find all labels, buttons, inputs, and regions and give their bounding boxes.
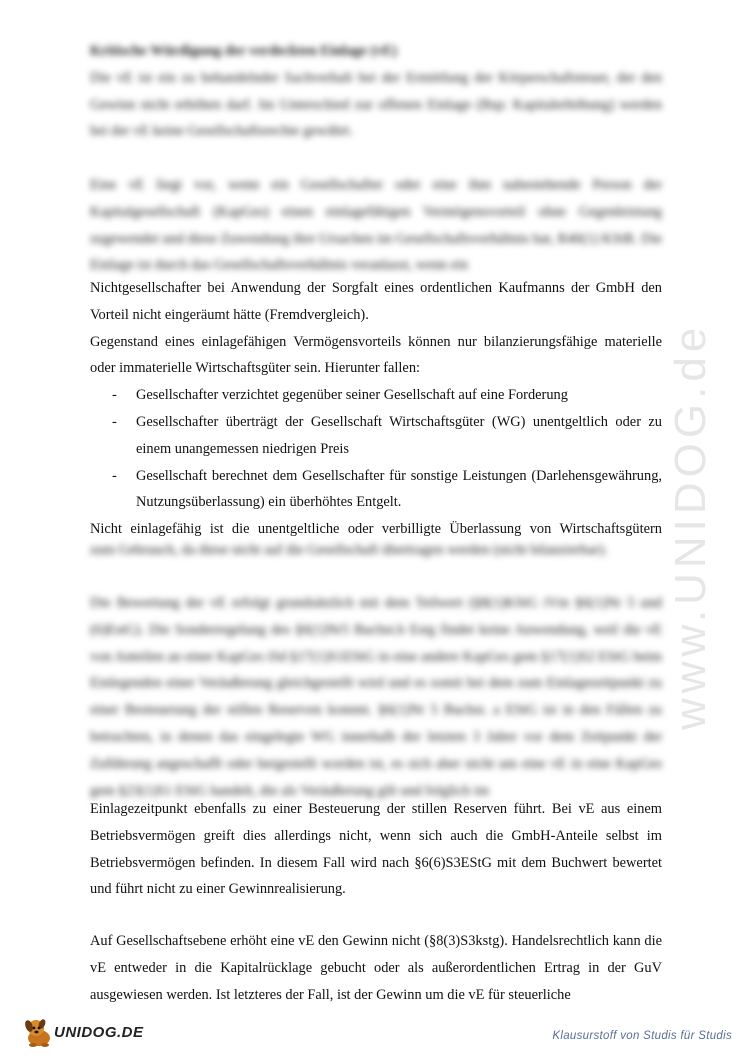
bewertung-clear-paragraph: Einlagezeitpunkt ebenfalls zu einer Besteuerung der stillen Reserven führt. Bei vE aus einem Betriebsvermögen greift dies allerdings nicht, wenn sich auch die GmbH-Anteile selbst im Betriebsvermögen befinden. In diesem Fall wird nach §6(6)S3EStG mit dem Buchwert bewertet und führt nicht zu einer Gewinnrealisierung. — [90, 801, 662, 898]
watermark: www.UNIDOG.de — [666, 322, 715, 730]
clear-section-1 — [90, 275, 662, 543]
intro-paragraph: Die vE ist ein zu behandelnder Sachverhalt bei der Ermittlung der Körperschaftsteuer, der den Gewinn nicht erhöhen darf. Im Unterschied zur offenen Einlage (Bsp: Kapitalerhöhung) werden bei der vE keine Gesellschaftsrechte gewährt. — [90, 69, 662, 140]
bullet-dash: - — [112, 467, 117, 484]
nicht-blurred-line: zum Gebrauch, da diese nicht auf die Gesellschaft übertragen werden (nicht bilanzierbar). — [90, 542, 608, 558]
bullet-text: Gesellschafter verzichtet gegenüber seiner Gesellschaft auf eine Forderung — [136, 387, 568, 404]
bullet-item — [90, 382, 662, 409]
nicht-clear-line: Nicht einlagefähig ist die unentgeltliche oder verbilligte Überlassung von Wirtschaftsgütern — [90, 521, 662, 538]
bullet-item — [90, 409, 662, 463]
bewertung-blurred-section — [90, 590, 662, 804]
bullet-dash: - — [112, 413, 117, 430]
bullet-text: Gesellschaft berechnet dem Gesellschafter für sonstige Leistungen (Darlehensgewährung, Nutzungsüberlassung) ein überhöhtes Entgelt. — [136, 467, 662, 511]
gesellschaftsebene-section — [90, 928, 662, 1008]
footer-note: Klausurstoff von Studis für Studis — [552, 1030, 732, 1042]
bewertung-clear-section — [90, 796, 662, 903]
gegenstand-paragraph: Gegenstand eines einlagefähigen Vermögensvorteils können nur bilanzierungsfähige materielle oder immaterielle Wirtschaftsgüter sein. Hierunter fallen: — [90, 333, 662, 377]
bewertung-blurred-paragraph: Die Bewertung der vE erfolgt grundsätzlich mit dem Teilwert (§8(1)KStG iVm §6(1)Nr 5 und (6)EstG). Die Sonderregelung des §6(1)Nr5 Buchst.b Estg findet keine Anwendung, weil die vE von Anteilen an einer KapGes iSd §17(1)S1EStG in eine andere KapGes gem §17(1)S2 EStG beim Einlegenden einer Veräußerung gleichgestellt wird und es somit bei dem zum Einlagezeitpunkt zu einer Besteuerung der stillen Reserven kommt. §6(1)Nr 5 Buchst. a EStG ist in den Fällen zu betrachten, in denen das eingelegte WG innerhalb der letzten 3 Jahre vor dem Zeitpunkt der Zuführung angeschafft oder hergestellt worden ist, es sich aber nicht um eine vE in eine KapGes gem §23(1)S1 EStG handelt, die als Veräußerung gilt und folglich im — [90, 595, 662, 799]
bullet-dash: - — [112, 387, 117, 404]
intro-section — [90, 38, 662, 145]
bullet-list — [90, 382, 662, 516]
nicht-blurred-section — [90, 537, 662, 564]
definition-clear-paragraph: Nichtgesellschafter bei Anwendung der Sorgfalt eines ordentlichen Kaufmanns der GmbH den Vorteil nicht eingeräumt hätte (Fremdvergleich). — [90, 280, 662, 323]
gesellschaftsebene-paragraph: Auf Gesellschaftsebene erhöht eine vE den Gewinn nicht (§8(3)S3kstg). Handelsrechtlich kann die vE entweder in die Kapitalrücklage gebucht oder als außerordentlichen Ertrag in der GuV ausgewiesen werden. Ist letzteres der Fall, ist der Gewinn um die vE für steuerliche — [90, 933, 662, 1003]
definition-blurred-section — [90, 172, 662, 279]
definition-blurred-paragraph: Eine vE liegt vor, wenn ein Gesellschafter oder eine ihm nahestehende Person der Kapitalgesellschaft (KapGes) einen einlagefähigen Vermögensvorteil ohne Gegenleistung zugewendet und diese Zuwendung ihre Ursachen im Gesellschaftsverhältnis hat, R40(1) KStR. Die Einlage ist durch das Gesellschaftsverhältnis veranlasst, wenn ein — [90, 177, 662, 274]
bullet-item — [90, 463, 662, 517]
footer-logo[interactable] — [22, 1016, 144, 1048]
dog-logo-icon — [22, 1016, 56, 1048]
section-heading: Kritische Würdigung der verdeckten Einlage (vE) — [90, 43, 397, 59]
bullet-text: Gesellschafter überträgt der Gesellschaft Wirtschaftsgüter (WG) unentgeltlich oder zu einem unangemessen niedrigen Preis — [136, 413, 662, 457]
logo-text: UNIDOG.DE — [54, 1023, 144, 1041]
